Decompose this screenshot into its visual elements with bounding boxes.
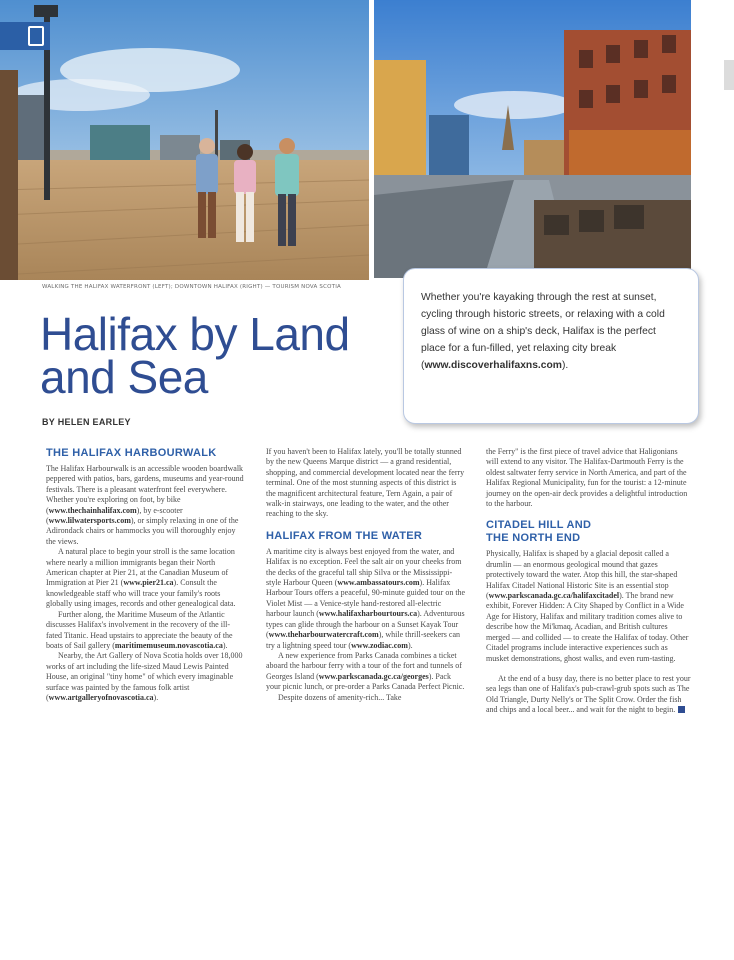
paragraph (46, 651, 246, 703)
text: ). Adventurous types can glide through the harbour on a Sunset Kayak Tour ( (266, 609, 465, 640)
text: ), by e-scooter ( (46, 505, 183, 526)
text: ). (153, 692, 159, 702)
column-3 (486, 447, 691, 716)
link[interactable]: www.pier21.ca (123, 578, 174, 588)
text: A new experience from Parks Canada combines a ticket aboard the harbour ferry with a tour of the fort and tunnels of Georges Island ( (266, 650, 462, 681)
link[interactable]: www.halifaxharbourtours.ca (318, 609, 418, 619)
paragraph (46, 547, 246, 609)
text: ). Consult the knowledgeable staff who will trace your family's roots globally using images, records and other genealogical data. (46, 578, 236, 609)
link[interactable]: www.thechainhalifax.com (48, 505, 137, 515)
section-heading-harbourwalk: THE HALIFAX HARBOURWALK (46, 447, 217, 459)
link[interactable]: www.artgalleryofnovascotia.ca (48, 692, 154, 702)
heading-line: THE NORTH END (486, 532, 581, 545)
article-title: Halifax by Land and Sea (40, 308, 350, 403)
text: Nearby, the Art Gallery of Nova Scotia holds over 18,000 works of art including the life-sized Maud Lewis Painted House, an original "tiny home" of which every imaginable surface was painted by the famous folk artist ( (46, 651, 243, 702)
pull-quote-tail: ). (561, 360, 569, 371)
heading-line: CITADEL HILL AND (486, 519, 592, 532)
link[interactable]: maritimemuseum.novascotia.ca (114, 640, 223, 650)
text: ), while thrill-seekers can try a lightning speed tour ( (266, 630, 461, 650)
column-2 (266, 447, 466, 703)
end-mark-icon (678, 706, 685, 713)
paragraph: If you haven't been to Halifax lately, you'll be totally stunned by the new Queens Marque district — a grand residential, shopping, and commercial development located near the ferry terminal. One of the most stunning aspects of this district is the magnificent architectural feature, Tern Again, a pair of walk-in stairways, one leading to the water, and the other reaching to the sky. (266, 447, 465, 519)
paragraph: the Ferry" is the first piece of travel advice that Haligonians will extend to any visitor. The Halifax-Dartmouth Ferry is the oldest saltwater ferry service in North America, and part of the Halifax Regional Municipality, fun for the tourist: a 12-minute journey on the open-air deck provides a delightful introduction to the harbour. (486, 447, 688, 509)
pull-quote-link[interactable]: www.discoverhalifaxns.com (424, 360, 562, 371)
text: ). Pack your picnic lunch, or pre-order a Parks Canada Perfect Picnic. (266, 671, 465, 692)
link[interactable]: www.ambassatours.com (337, 578, 420, 588)
text: ). (222, 640, 228, 650)
section-heading-from-water: HALIFAX FROM THE WATER (266, 529, 423, 542)
photo-caption: WALKING THE HALIFAX WATERFRONT (LEFT); DOWNTOWN HALIFAX (RIGHT) — TOURISM NOVA SCOTIA (42, 284, 342, 290)
text: ). Halifax Harbour Tours offers a peaceful, 90-minute guided tour on the Violet Mist — a Venice-style hand-restored all-electric harbour launch ( (266, 578, 466, 619)
text: ), or simply relaxing in one of the Adirondack chairs or hammocks you will thoroughly enjoy the views. (46, 516, 239, 546)
text: ). (407, 640, 413, 650)
paragraph (46, 464, 246, 547)
pull-quote (403, 268, 699, 424)
link[interactable]: www.theharbourwatercraft.com (268, 630, 379, 640)
paragraph: Despite dozens of amenity-rich... Take (278, 692, 402, 702)
waterfront-photo (0, 0, 369, 280)
text: A natural place to begin your stroll is the same location where nearly a million immigrants began their North American chapter at Pier 21, at the Canadian Museum of Immigration at Pier 21 ( (46, 547, 235, 588)
section-heading-citadel (486, 519, 691, 545)
link[interactable]: www.parkscanada.gc.ca/georges (318, 671, 429, 681)
text: A maritime city is always best enjoyed from the water, and Halifax is no exception. Feel the salt air on your cheeks from the decks of the graceful tall ship Silva or the Mississippi-style Harbour Queen ( (266, 546, 462, 588)
text: The Halifax Harbourwalk is an accessible wooden boardwalk peppered with patios, bars, gardens, museums and year-round festivals. There is a pleasant waterfront feel everywhere. Whether you're exploring on foot, by bike ( (46, 464, 244, 515)
bookmark-icon (28, 26, 44, 46)
paragraph (486, 674, 691, 716)
pull-quote-text: Whether you're kayaking through the rest at sunset, cycling through historic streets, or relaxing with a cold glass of wine on a ship's deck, Halifax is the perfect place for a fun-filled, yet relaxing city break ( (421, 292, 665, 371)
text: Further along, the Maritime Museum of the Atlantic discusses Halifax's involvement in the recovery of the ill-fated Titanic. Head upstairs to appreciate the beauty of the boats of Sail gallery ( (46, 609, 233, 650)
link[interactable]: www.lilwatersports.com (48, 516, 131, 526)
page-edge-marker (724, 60, 734, 90)
link[interactable]: www.parkscanada.gc.ca/halifaxcitadel (488, 591, 620, 601)
link[interactable]: www.zodiac.com (351, 640, 408, 650)
downtown-photo (374, 0, 691, 278)
paragraph (266, 651, 466, 693)
byline: BY HELEN EARLEY (42, 417, 131, 427)
paragraph (46, 610, 246, 652)
paragraph (266, 547, 466, 651)
text: Physically, Halifax is shaped by a glacial deposit called a drumlin — an enormous geological mound that gazes protectively toward the water. Atop this hill, the star-shaped Halifax Citadel National Historic Site is an essential stop ( (486, 549, 678, 601)
text: At the end of a busy day, there is no better place to rest your sea legs than one of Halifax's pub-crawl-grub spots such as The Old Triangle, Durty Nelly's or The Split Crow. Order the fish and chips and a local beer... and wait for the night to begin. (486, 673, 691, 715)
text: ). The brand new exhibit, Forever Hidden: A City Shaped by Conflict in a Wide Age for History, Halifax and military tradition comes alive to describe how the Mi'kmaq, Acadian, and British cultures merged — and collided — to create the Halifax of today. Other Citadel programs include interactive experiences such as musket demonstrations, ghost walks, and even rum-tasting. (486, 591, 689, 663)
paragraph (486, 549, 691, 663)
column-1 (46, 447, 246, 703)
